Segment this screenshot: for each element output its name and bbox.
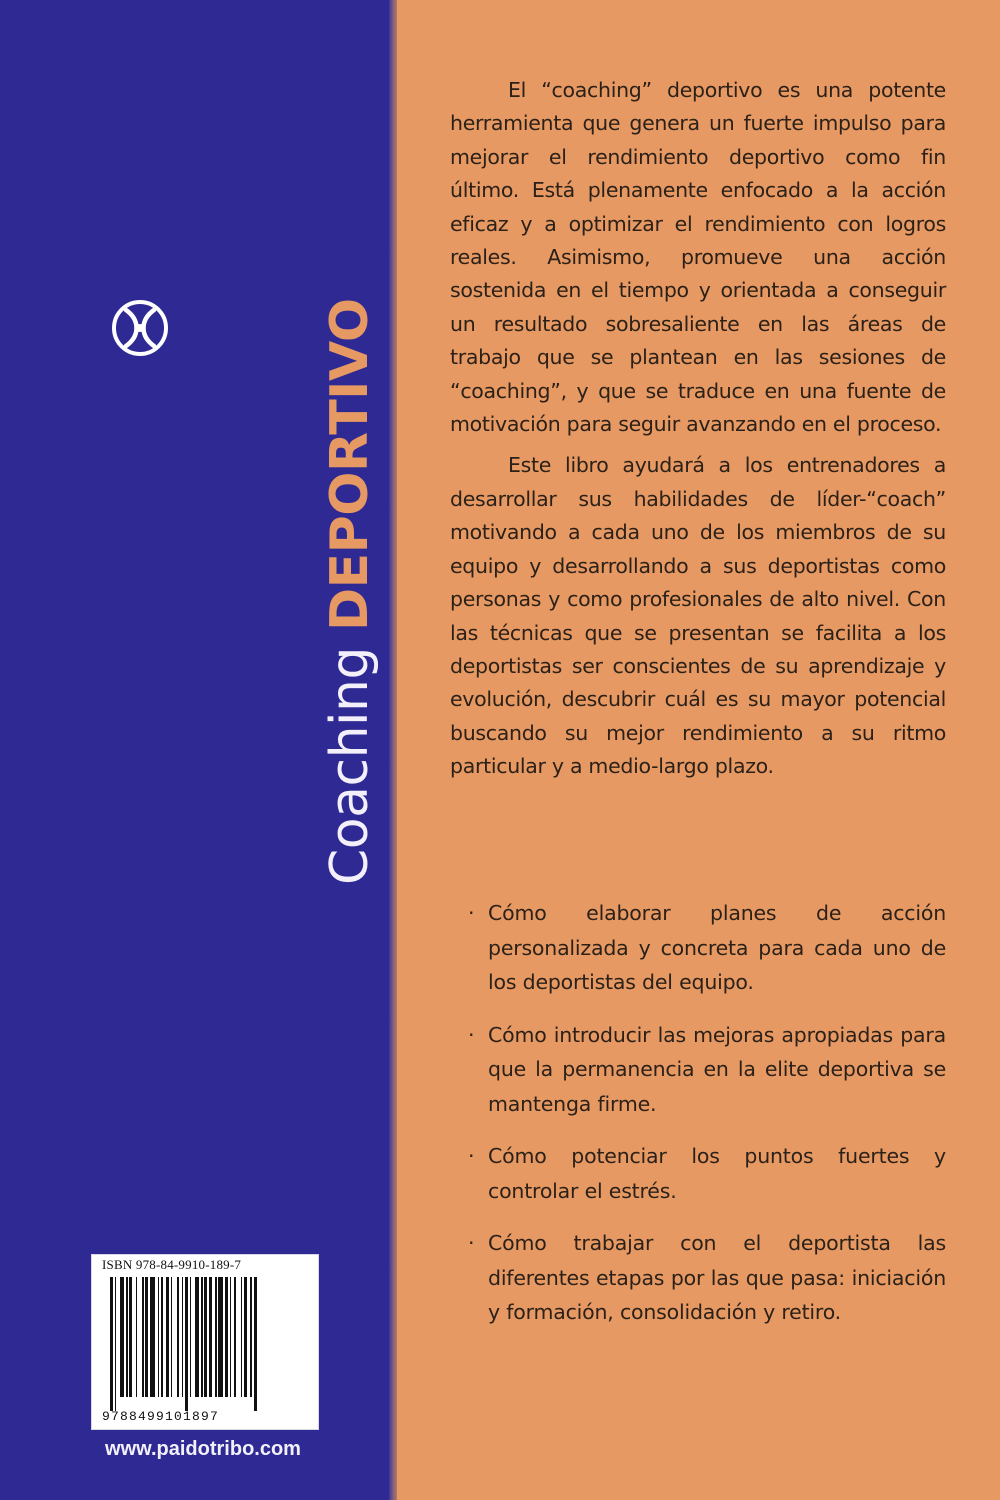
bullet-marker: · xyxy=(468,901,475,925)
barcode-bar xyxy=(257,1277,259,1411)
isbn-label: ISBN 978-84-9910-189-7 xyxy=(102,1257,242,1272)
publisher-website: www.paidotribo.com xyxy=(105,1438,301,1460)
spine-title xyxy=(320,245,380,885)
bullet-text: Cómo introducir las mejoras apropiadas para que la permanencia en la elite deportiva se mantenga firme. xyxy=(488,1022,946,1116)
bullet-list xyxy=(464,896,946,1330)
publisher-logo-svg xyxy=(110,296,170,360)
bullet-item xyxy=(464,896,946,1000)
publisher-logo-icon xyxy=(110,296,170,360)
blurb xyxy=(450,74,946,784)
bullet-item xyxy=(464,1139,946,1208)
bullet-text: Cómo elaborar planes de acción personalizada y concreta para cada uno de los deportistas del equipo. xyxy=(488,901,946,994)
blurb-paragraph: El “coaching” deportivo es una potente herramienta que genera un fuerte impulso para mejorar el rendimiento deportivo como fin último. Está plenamente enfocado a la acción eficaz y a optimizar el rendimiento con logros reales. Asimismo, promueve una acción sostenida en el tiempo y orientada a conseguir un resultado sobresaliente en las áreas de trabajo que se plantean en las sesiones de “coaching”, y que se traduce en una fuente de motivación para seguir avanzando en el proceso. xyxy=(450,78,946,437)
spine-title-bold: DEPORTIVO xyxy=(320,298,380,632)
bullet-item xyxy=(464,1018,946,1122)
barcode-digits: 9788499101897 xyxy=(102,1409,220,1424)
blurb-paragraph: Este libro ayudará a los entrenadores a desarrollar sus habilidades de líder-“coach” motivando a cada uno de los miembros de su equipo y desarrollando a sus deportistas como personas y como profesionales de alto nivel. Con las técnicas que se presentan se facilita a los deportistas ser conscientes de su aprendizaje y evolución, descubrir cuál es su mayor potencial buscando su mejor rendimiento a su ritmo particular y a medio-largo plazo. xyxy=(450,453,946,779)
barcode xyxy=(91,1254,319,1430)
bullet-text: Cómo potenciar los puntos fuertes y controlar el estrés. xyxy=(488,1144,946,1203)
bullet-marker: · xyxy=(468,1231,475,1255)
bullet-marker: · xyxy=(468,1022,475,1047)
bullet-text: Cómo trabajar con el deportista las diferentes etapas por las que pasa: iniciación y formación, consolidación y retiro. xyxy=(488,1231,946,1324)
bullet-item xyxy=(464,1226,946,1330)
bullet-marker: · xyxy=(468,1144,475,1168)
spine-title-light: Coaching xyxy=(320,647,380,885)
barcode-bars xyxy=(110,1277,306,1411)
